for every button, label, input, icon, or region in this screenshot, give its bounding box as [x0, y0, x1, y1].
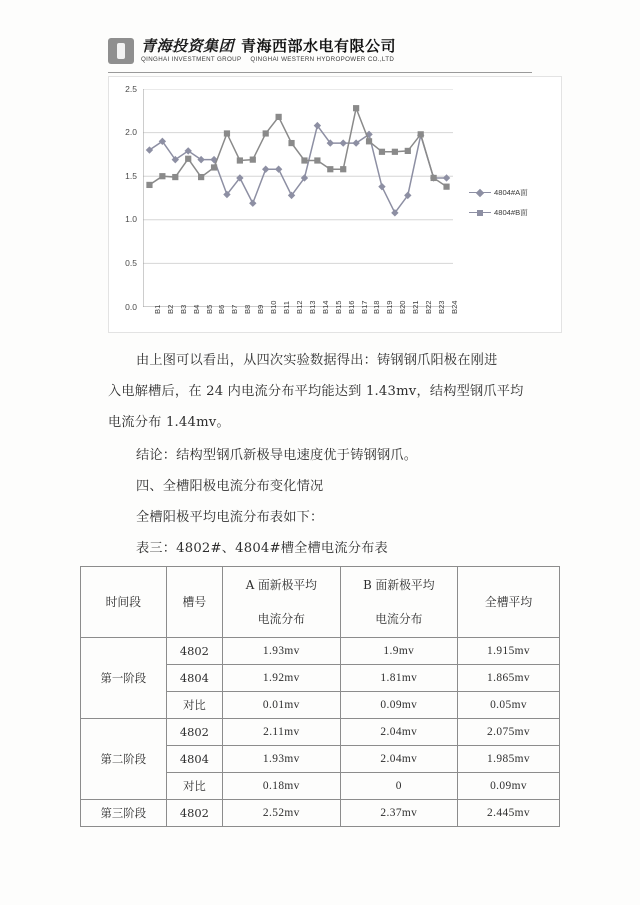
x-axis-tick: B11: [282, 301, 292, 314]
legend-marker-square-icon: [469, 208, 491, 217]
x-axis-tick: B2: [165, 304, 175, 314]
y-axis-tick: 2.5: [125, 83, 137, 94]
cell-overall-value: 2.075mv: [458, 719, 560, 746]
cell-b-face-value: 0.09mv: [340, 692, 457, 719]
cell-number: 对比: [166, 773, 222, 800]
x-axis-tick: B12: [294, 300, 304, 314]
x-axis-tick: B4: [191, 304, 201, 314]
brand-group-name-cn: 青海投资集团: [141, 36, 235, 55]
legend-item-b: [469, 207, 528, 218]
table-row: [81, 719, 560, 746]
cell-a-face-value: 2.52mv: [223, 800, 340, 827]
x-axis-tick: B15: [333, 300, 343, 314]
section-heading-four: 四、全槽阳极电流分布变化情况: [136, 479, 324, 494]
header-b-face-line1: B 面新极平均: [363, 578, 435, 592]
table-intro-paragraph: 全槽阳极平均电流分布表如下：: [136, 510, 324, 525]
x-axis-tick: B6: [217, 304, 227, 314]
header-b-face-line2: 电流分布: [375, 612, 423, 626]
legend-label-b: 4804#B面: [494, 208, 528, 217]
letterhead-text: [141, 36, 397, 63]
cell-overall-value: 2.445mv: [458, 800, 560, 827]
cell-overall-value: 1.915mv: [458, 638, 560, 665]
analysis-line-2: 入电解槽后，在 24 内电流分布平均能达到 1.43mv，结构型钢爪平均: [108, 384, 524, 399]
analysis-paragraph: [108, 345, 532, 438]
cell-b-face-value: 1.9mv: [340, 638, 457, 665]
x-axis-tick: B24: [449, 300, 459, 314]
cell-number: 4802: [166, 800, 222, 827]
cell-b-face-value: 2.04mv: [340, 719, 457, 746]
cell-a-face-value: 0.01mv: [223, 692, 340, 719]
cell-number: 4804: [166, 746, 222, 773]
cell-b-face-value: 0: [340, 773, 457, 800]
legend-marker-diamond-icon: [469, 188, 491, 197]
legend-item-a: [469, 187, 528, 198]
cell-a-face-value: 1.93mv: [223, 746, 340, 773]
y-axis-tick: 0.0: [125, 301, 137, 312]
cell-b-face-value: 2.04mv: [340, 746, 457, 773]
x-axis-tick: B10: [269, 300, 279, 314]
brand-company-name-cn: 青海西部水电有限公司: [241, 36, 397, 55]
cell-number: 对比: [166, 692, 222, 719]
cell-a-face-value: 1.92mv: [223, 665, 340, 692]
cell-overall-value: 0.05mv: [458, 692, 560, 719]
cell-overall-value: 1.985mv: [458, 746, 560, 773]
cell-number: 4804: [166, 665, 222, 692]
cell-overall-value: 0.09mv: [458, 773, 560, 800]
cell-a-face-value: 1.93mv: [223, 638, 340, 665]
cell-b-face-value: 2.37mv: [340, 800, 457, 827]
x-axis-tick: B22: [424, 300, 434, 314]
x-axis-tick: B3: [178, 304, 188, 314]
cell-number: 4802: [166, 719, 222, 746]
current-distribution-chart: [108, 76, 562, 333]
table-row: [81, 800, 560, 827]
current-distribution-table-wrapper: [80, 566, 560, 827]
y-axis-tick: 2.0: [125, 127, 137, 138]
x-axis-tick: B8: [243, 304, 253, 314]
cell-overall-value: 1.865mv: [458, 665, 560, 692]
current-distribution-table: [80, 566, 560, 827]
header-overall: 全槽平均: [458, 567, 560, 638]
x-axis-tick: B5: [204, 304, 214, 314]
x-axis-tick: B14: [320, 300, 330, 314]
x-axis-tick: B19: [385, 300, 395, 314]
header-b-face: [340, 567, 457, 638]
header-a-face-line1: A 面新极平均: [245, 578, 317, 592]
cell-number: 4802: [166, 638, 222, 665]
legend-label-a: 4804#A面: [494, 188, 528, 197]
company-logo-icon: [108, 38, 134, 64]
conclusion-paragraph: 结论：结构型钢爪新极导电速度优于铸钢钢爪。: [136, 448, 418, 463]
x-axis-tick: B16: [346, 300, 356, 314]
cell-period: 第三阶段: [81, 800, 167, 827]
x-axis-tick: B20: [398, 300, 408, 314]
y-axis-tick: 1.5: [125, 170, 137, 181]
x-axis-tick: B7: [230, 304, 240, 314]
x-axis-tick: B9: [256, 304, 266, 314]
brand-group-name-en: QINGHAI INVESTMENT GROUP: [141, 55, 242, 63]
header-cell-no: 槽号: [166, 567, 222, 638]
header-period: 时间段: [81, 567, 167, 638]
cell-a-face-value: 2.11mv: [223, 719, 340, 746]
x-axis-tick: B17: [359, 300, 369, 314]
header-a-face-line2: 电流分布: [257, 612, 305, 626]
letterhead-divider: [108, 72, 532, 73]
analysis-line-3: 电流分布 1.44mv。: [108, 415, 230, 430]
cell-period: 第一阶段: [81, 638, 167, 719]
table-caption: 表三：4802#、4804#槽全槽电流分布表: [136, 541, 388, 556]
chart-plot-area: [143, 89, 453, 307]
x-axis-tick: B21: [411, 300, 421, 314]
y-axis-tick: 1.0: [125, 214, 137, 225]
chart-svg: [143, 89, 453, 307]
table-row: [81, 638, 560, 665]
cell-a-face-value: 0.18mv: [223, 773, 340, 800]
brand-company-name-en: QINGHAI WESTERN HYDROPOWER CO.,LTD: [250, 55, 395, 63]
x-axis-tick: B1: [152, 304, 162, 314]
x-axis-tick: B13: [307, 300, 317, 314]
cell-b-face-value: 1.81mv: [340, 665, 457, 692]
table-header-row: [81, 567, 560, 638]
analysis-line-1: 由上图可以看出，从四次实验数据得出：铸钢钢爪阳极在刚进: [136, 353, 498, 368]
header-a-face: [223, 567, 340, 638]
chart-legend: [469, 187, 528, 227]
letterhead: [108, 32, 532, 70]
x-axis-tick: B23: [437, 300, 447, 314]
y-axis-tick: 0.5: [125, 257, 137, 268]
cell-period: 第二阶段: [81, 719, 167, 800]
x-axis-tick: B18: [372, 300, 382, 314]
